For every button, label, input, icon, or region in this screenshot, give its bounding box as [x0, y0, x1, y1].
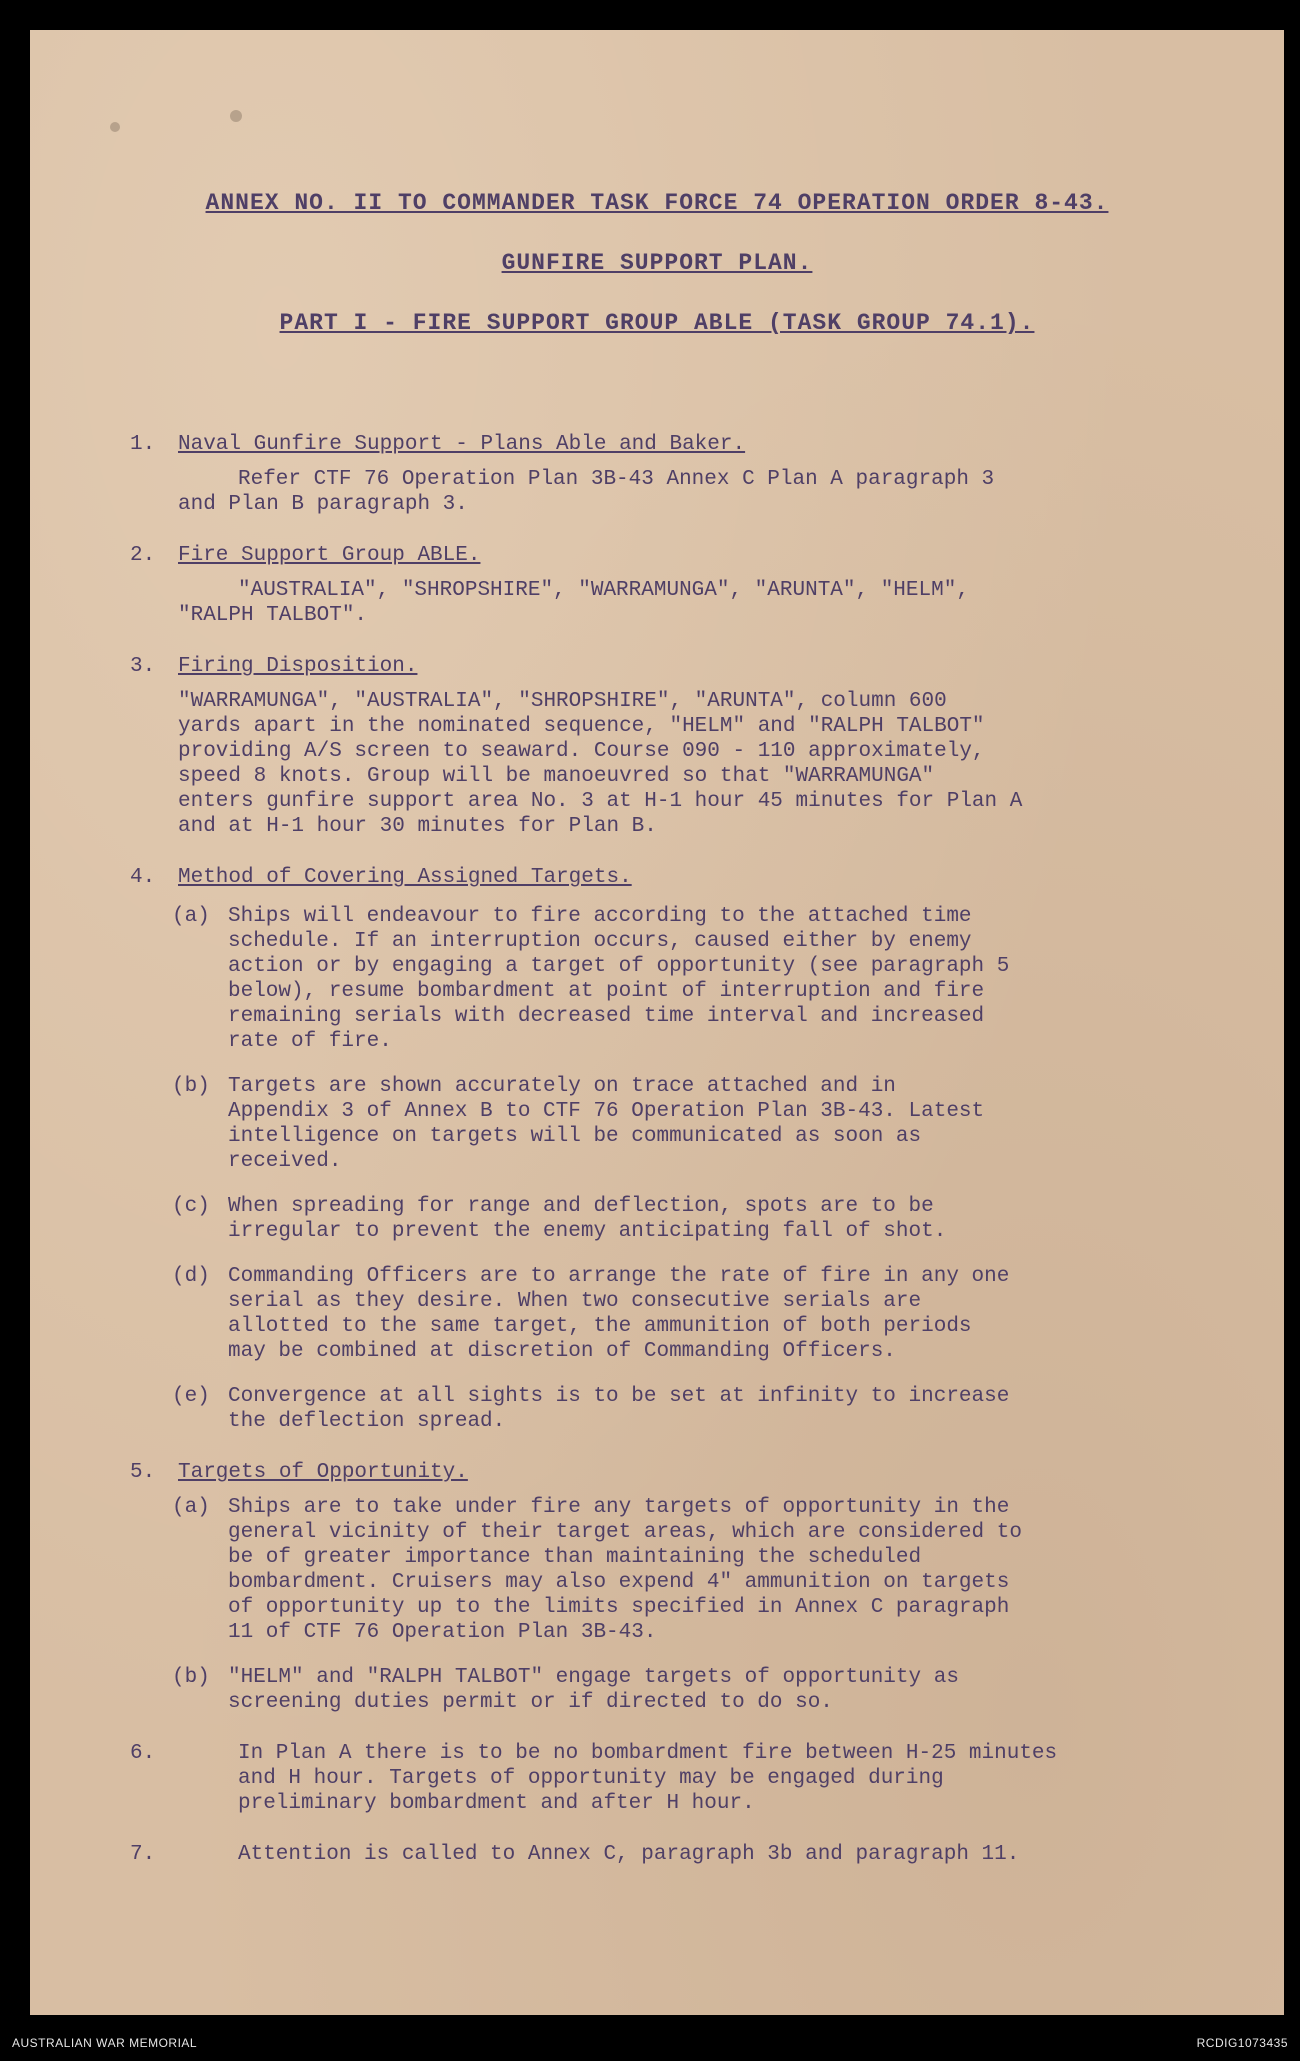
pin-hole — [230, 110, 242, 122]
headings — [30, 190, 1284, 370]
section-3 — [130, 654, 1210, 839]
document-body — [130, 432, 1210, 1893]
sub-label: (d) — [172, 1265, 210, 1288]
section-number: 5. — [130, 1461, 156, 1484]
subparagraph-c — [130, 1194, 1210, 1244]
section-5 — [130, 1460, 1210, 1715]
subparagraph-a — [130, 1495, 1210, 1645]
sub-text: When spreading for range and deflection, spots are to be irregular to prevent the enemy anticipating fall of shot. — [228, 1195, 947, 1243]
subparagraph-a — [130, 904, 1210, 1054]
section-number: 1. — [130, 433, 156, 456]
plan-heading: GUNFIRE SUPPORT PLAN. — [501, 250, 813, 276]
part-heading: PART I - FIRE SUPPORT GROUP ABLE (TASK GROUP 74.1). — [279, 310, 1035, 336]
footer-archive-name: AUSTRALIAN WAR MEMORIAL — [12, 2036, 198, 2050]
annex-heading: ANNEX NO. II TO COMMANDER TASK FORCE 74 OPERATION ORDER 8-43. — [205, 190, 1109, 216]
subparagraph-b — [130, 1074, 1210, 1174]
sub-label: (a) — [172, 905, 210, 928]
section-number: 7. — [130, 1843, 156, 1866]
section-number: 4. — [130, 866, 156, 889]
sub-text: Ships are to take under fire any targets of opportunity in the general vicinity of their target areas, which are considered to be of greater importance than maintaining the scheduled bombardment. Cruisers may also expend 4" ammunition on targets of opportunity up to the limits specified in Annex C paragraph 11 of CTF 76 Operation Plan 3B-43. — [228, 1496, 1022, 1644]
section-4 — [130, 865, 1210, 1434]
sub-text: "HELM" and "RALPH TALBOT" engage targets of opportunity as screening duties permit or if directed to do so. — [228, 1666, 959, 1714]
document-page — [30, 30, 1284, 2015]
section-number: 2. — [130, 544, 156, 567]
section-7 — [130, 1842, 1210, 1867]
section-text: Attention is called to Annex C, paragraph 3b and paragraph 11. — [238, 1843, 1020, 1866]
sub-label: (b) — [172, 1666, 210, 1689]
footer-record-id: RCDIG1073435 — [1196, 2036, 1288, 2050]
section-title: Fire Support Group ABLE. — [178, 544, 481, 567]
section-number: 3. — [130, 655, 156, 678]
subparagraph-d — [130, 1264, 1210, 1364]
subparagraph-b — [130, 1665, 1210, 1715]
sub-label: (c) — [172, 1195, 210, 1218]
section-text: "AUSTRALIA", "SHROPSHIRE", "WARRAMUNGA", "ARUNTA", "HELM", "RALPH TALBOT". — [178, 579, 969, 627]
section-number: 6. — [130, 1742, 156, 1765]
section-text: In Plan A there is to be no bombardment fire between H-25 minutes and H hour. Targets of opportunity may be engaged during preliminary bombardment and after H hour. — [238, 1742, 1058, 1815]
pin-hole — [110, 122, 120, 132]
section-title: Firing Disposition. — [178, 655, 418, 678]
sub-label: (e) — [172, 1385, 210, 1408]
section-title: Method of Covering Assigned Targets. — [178, 866, 632, 889]
section-6 — [130, 1741, 1210, 1816]
subparagraph-e — [130, 1384, 1210, 1434]
section-2 — [130, 543, 1210, 628]
sub-label: (a) — [172, 1496, 210, 1519]
section-title: Naval Gunfire Support - Plans Able and Baker. — [178, 433, 746, 456]
section-text: Refer CTF 76 Operation Plan 3B-43 Annex C Plan A paragraph 3 and Plan B paragraph 3. — [178, 468, 995, 516]
sub-text: Targets are shown accurately on trace attached and in Appendix 3 of Annex B to CTF 76 Operation Plan 3B-43. Latest intelligence on targets will be communicated as soon as received. — [228, 1075, 985, 1173]
sub-label: (b) — [172, 1075, 210, 1098]
sub-text: Commanding Officers are to arrange the rate of fire in any one serial as they desire. When two consecutive serials are allotted to the same target, the ammunition of both periods may be combined at discretion of Commanding Officers. — [228, 1265, 1010, 1363]
sub-text: Ships will endeavour to fire according to the attached time schedule. If an interruption occurs, caused either by enemy action or by engaging a target of opportunity (see paragraph 5 below), resume bombardment at point of interruption and fire remaining serials with decreased time interval and increased rate of fire. — [228, 905, 1010, 1053]
section-title: Targets of Opportunity. — [178, 1461, 468, 1484]
sub-text: Convergence at all sights is to be set at infinity to increase the deflection spread. — [228, 1385, 1010, 1433]
section-1 — [130, 432, 1210, 517]
section-text: "WARRAMUNGA", "AUSTRALIA", "SHROPSHIRE", "ARUNTA", column 600 yards apart in the nominated sequence, "HELM" and "RALPH TALBOT" providing A/S screen to seaward. Course 090 - 110 approximately, speed 8 knots. Group will be manoeuvred so that "WARRAMUNGA" enters gunfire support area No. 3 at H-1 hour 45 minutes for Plan A and at H-1 hour 30 minutes for Plan B. — [178, 690, 1023, 838]
